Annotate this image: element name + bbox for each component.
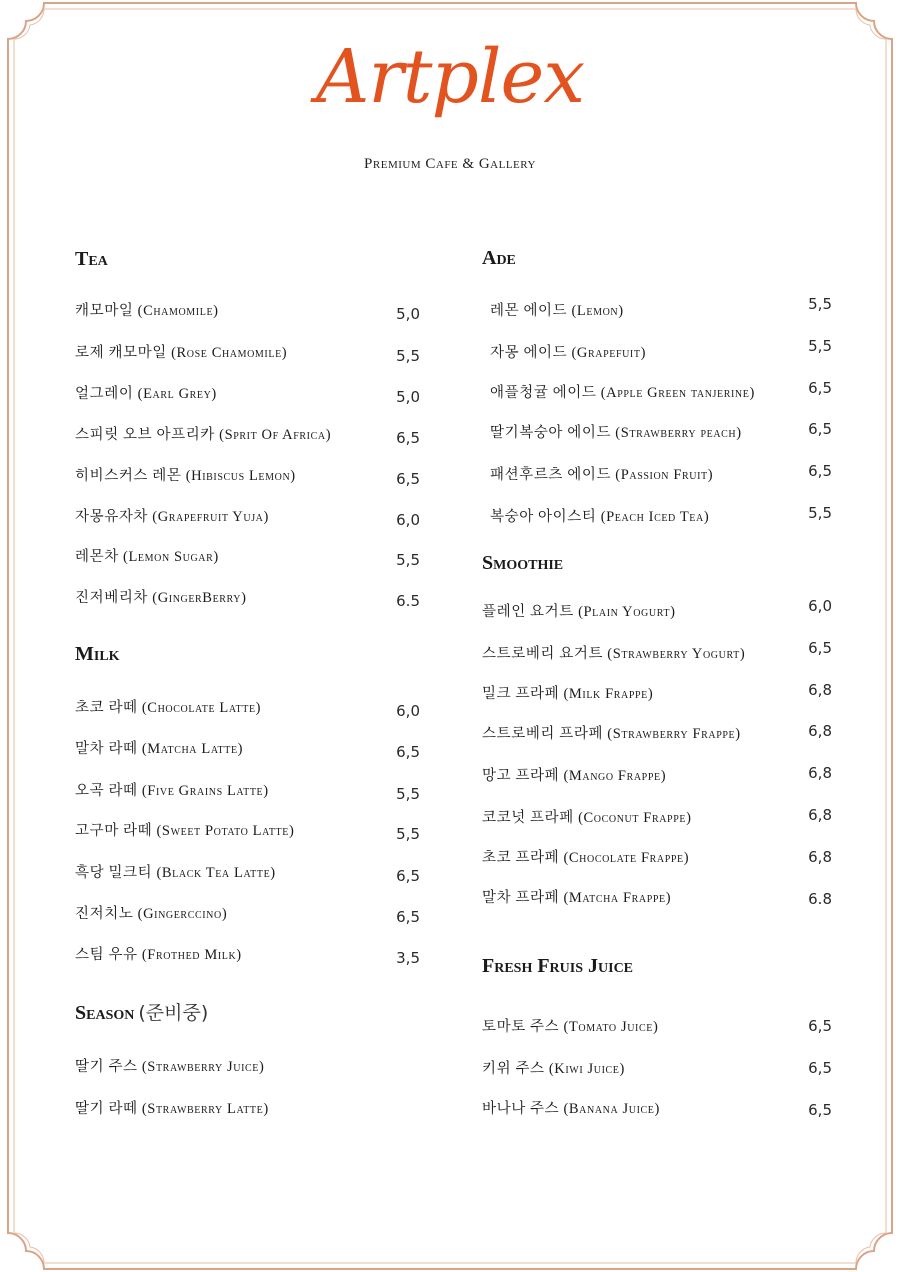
item-name: 키위 주스 (Kiwi Juice) [482, 1061, 625, 1077]
menu-item [482, 337, 832, 365]
brand-tagline: Premium Cafe & Gallery [364, 156, 536, 172]
item-name: 복숭아 아이스티 (Peach Iced Tea) [490, 509, 710, 525]
item-price: 5,0 [396, 388, 420, 406]
item-name: 얼그레이 (Earl Grey) [75, 386, 217, 402]
item-name: 딸기 라떼 (Strawberry Latte) [75, 1101, 269, 1117]
item-name: 초코 프라페 (Chocolate Frappe) [482, 850, 690, 866]
item-price: 6,5 [808, 639, 832, 657]
item-name: 말차 프라페 (Matcha Frappe) [482, 890, 672, 906]
menu-item [75, 464, 420, 488]
item-name: 스트로베리 요거트 (Strawberry Yogurt) [482, 646, 746, 662]
item-price: 6,5 [808, 1017, 832, 1035]
menu-item [482, 1057, 832, 1081]
item-price: 5,5 [396, 785, 420, 803]
item-price: 6,5 [808, 1059, 832, 1077]
item-name: 레몬 에이드 (Lemon) [490, 303, 624, 319]
item-price: 6,5 [808, 420, 832, 438]
menu-item [75, 586, 420, 610]
item-price: 6,0 [396, 702, 420, 720]
item-name: 스팀 우유 (Frothed Milk) [75, 947, 242, 963]
section-title-milk: Milk [75, 643, 120, 665]
item-name: 레몬차 (Lemon Sugar) [75, 549, 219, 565]
menu-item [75, 737, 420, 761]
menu-item [482, 764, 832, 788]
section-title-fresh-juice: Fresh Fruis Juice [482, 955, 634, 977]
item-price: 6,0 [808, 597, 832, 615]
item-price: 5,5 [808, 504, 832, 522]
item-price: 5,5 [396, 347, 420, 365]
item-price: 6,5 [396, 429, 420, 447]
item-name: 딸기 주스 (Strawberry Juice) [75, 1059, 265, 1075]
item-price: 5,5 [396, 551, 420, 569]
item-name: 흑당 밀크티 (Black Tea Latte) [75, 865, 276, 881]
menu-item [482, 639, 832, 666]
menu-item [482, 722, 832, 746]
item-price: 6,5 [808, 379, 832, 397]
item-price: 6.8 [808, 890, 832, 908]
item-price: 6,5 [396, 470, 420, 488]
item-price: 6.5 [396, 592, 420, 610]
brand-logo: Artplex [315, 34, 585, 120]
menu-item [75, 341, 420, 365]
item-price: 6,8 [808, 848, 832, 866]
item-name: 로제 캐모마일 (Rose Chamomile) [75, 345, 288, 361]
section-note: (준비중) [138, 1002, 209, 1024]
menu-item [482, 682, 832, 706]
item-price: 6,8 [808, 722, 832, 740]
item-name: 플레인 요거트 (Plain Yogurt) [482, 604, 676, 620]
menu-item [482, 463, 832, 487]
menu-item [482, 886, 832, 910]
item-name: 스트로베리 프라페 (Strawberry Frappe) [482, 726, 741, 742]
item-name: 패션후르츠 에이드 (Passion Fruit) [490, 467, 714, 483]
item-name: 딸기복숭아 에이드 (Strawberry peach) [490, 425, 742, 441]
section-title-smoothie: Smoothie [482, 552, 564, 574]
menu-item [75, 545, 420, 569]
item-name: 자몽 에이드 (Grapefuit) [490, 345, 646, 361]
item-name: 히비스커스 레몬 (Hibiscus Lemon) [75, 468, 296, 484]
menu-item [75, 382, 420, 406]
item-price: 6,5 [396, 743, 420, 761]
item-name: 토마토 주스 (Tomato Juice) [482, 1019, 659, 1035]
item-price: 6,0 [396, 511, 420, 529]
item-price: 6,8 [808, 806, 832, 824]
menu-item [482, 421, 832, 445]
item-price: 5,5 [396, 825, 420, 843]
menu-item [75, 779, 420, 803]
item-name: 오곡 라떼 (Five Grains Latte) [75, 783, 269, 799]
item-price: 3,5 [396, 949, 420, 967]
section-title-text: Season [75, 1002, 135, 1024]
item-name: 캐모마일 (Chamomile) [75, 303, 219, 319]
item-price: 5,5 [808, 295, 832, 313]
menu-item [482, 846, 832, 870]
menu-item [482, 381, 832, 405]
menu-item [75, 861, 420, 885]
menu-item [75, 1097, 420, 1121]
item-name: 고구마 라떼 (Sweet Potato Latte) [75, 823, 295, 839]
menu-item [482, 1015, 832, 1039]
item-price: 6,5 [808, 462, 832, 480]
item-name: 진저베리차 (GingerBerry) [75, 590, 247, 606]
section-title-season [75, 998, 208, 1025]
menu-item [482, 597, 832, 624]
menu-item [482, 505, 832, 529]
menu-item [75, 423, 420, 447]
item-name: 망고 프라페 (Mango Frappe) [482, 768, 667, 784]
item-price: 6,5 [396, 867, 420, 885]
section-title-ade: Ade [482, 247, 516, 269]
item-name: 말차 라떼 (Matcha Latte) [75, 741, 244, 757]
menu-item [75, 1055, 420, 1079]
item-name: 밀크 프라페 (Milk Frappe) [482, 686, 654, 702]
item-name: 초코 라떼 (Chocolate Latte) [75, 700, 262, 716]
item-name: 스피릿 오브 아프리카 (Sprit Of Africa) [75, 427, 332, 443]
item-price: 6,8 [808, 681, 832, 699]
item-name: 자몽유자차 (Grapefruit Yuja) [75, 509, 269, 525]
menu-item [482, 806, 832, 830]
menu-item [75, 696, 420, 720]
item-price: 5,0 [396, 305, 420, 323]
item-price: 6,5 [808, 1101, 832, 1119]
menu-item [482, 1097, 832, 1121]
item-price: 5,5 [808, 337, 832, 355]
item-name: 진저치노 (Gingerccino) [75, 906, 228, 922]
item-name: 바나나 주스 (Banana Juice) [482, 1101, 660, 1117]
section-title-tea: Tea [75, 248, 108, 270]
menu-item [75, 505, 420, 529]
item-name: 애플청귤 에이드 (Apple Green tanjerine) [490, 385, 755, 401]
item-name: 코코넛 프라페 (Coconut Frappe) [482, 810, 692, 826]
menu-item [75, 943, 420, 967]
menu-item [75, 902, 420, 926]
item-price: 6,5 [396, 908, 420, 926]
item-price: 6,8 [808, 764, 832, 782]
menu-item [75, 819, 420, 843]
menu-item [482, 295, 832, 323]
menu-item [75, 299, 420, 323]
